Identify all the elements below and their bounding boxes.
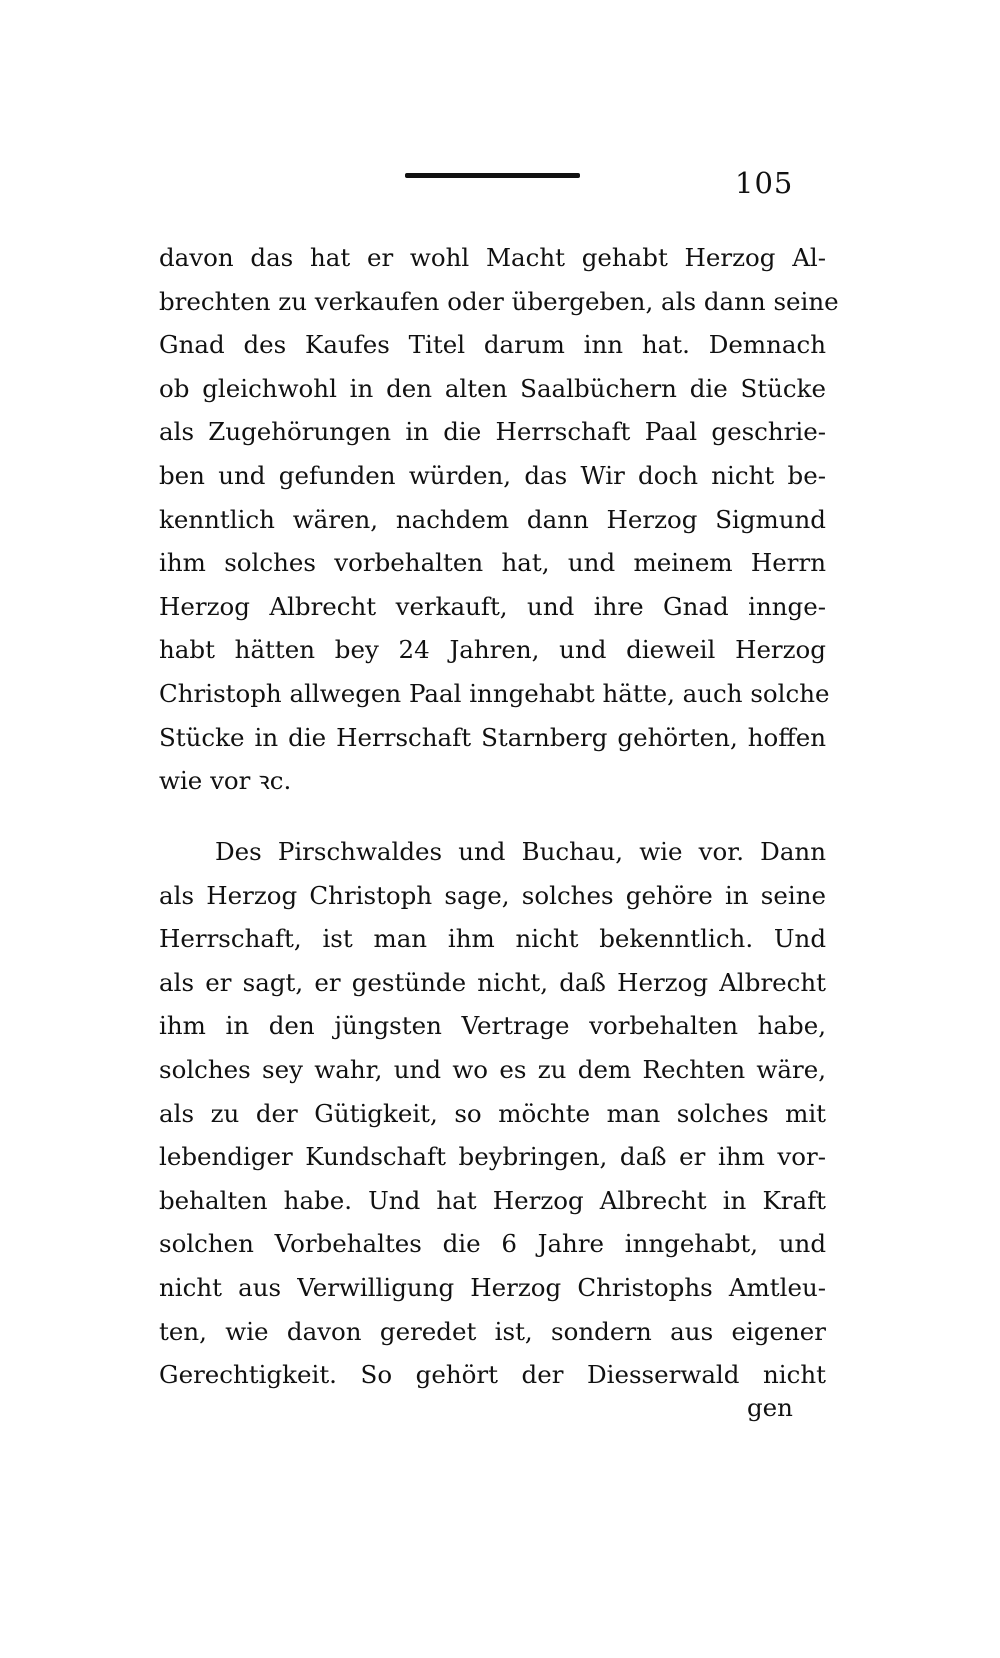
text-line: behalten habe. Und hat Herzog Albrecht in Kraft: [159, 1185, 826, 1215]
text-line: Stücke in die Herrschaft Starnberg gehörten, hoffen: [159, 722, 826, 752]
text-line: nicht aus Verwilligung Herzog Christophs Amtleu-: [159, 1272, 826, 1302]
text-line: lebendiger Kundschaft beybringen, daß er ihm vor-: [159, 1142, 826, 1172]
text-line: solches sey wahr, und wo es zu dem Rechten wäre,: [159, 1054, 826, 1084]
paragraph-2: [159, 830, 826, 1397]
text-line: solchen Vorbehaltes die 6 Jahre inngehabt, und: [159, 1229, 826, 1259]
text-line: kenntlich wären, nachdem dann Herzog Sigmund: [159, 504, 826, 534]
text-line: als Zugehörungen in die Herrschaft Paal geschrie-: [159, 417, 826, 447]
header-rule: [405, 173, 580, 178]
text-line: als Herzog Christoph sage, solches gehöre in seine: [159, 880, 826, 910]
text-line: Herzog Albrecht verkauft, und ihre Gnad innge-: [159, 591, 826, 621]
text-line: ten, wie davon geredet ist, sondern aus eigener: [159, 1316, 826, 1346]
text-line: Gerechtigkeit. So gehört der Diesserwald nicht: [159, 1360, 826, 1390]
page-number: 105: [735, 166, 794, 200]
text-line: Des Pirschwaldes und Buchau, wie vor. Dann: [215, 837, 826, 866]
text-line: davon das hat er wohl Macht gehabt Herzog Al-: [159, 243, 826, 272]
text-line: brechten zu verkaufen oder übergeben, als dann seine: [159, 286, 839, 316]
text-line: habt hätten bey 24 Jahren, und dieweil Herzog: [159, 635, 826, 665]
text-line: Herrschaft, ist man ihm nicht bekenntlich. Und: [159, 924, 826, 954]
text-line: ihm solches vorbehalten hat, und meinem Herrn: [159, 548, 826, 578]
text-line: ihm in den jüngsten Vertrage vorbehalten habe,: [159, 1011, 826, 1041]
paragraph-1: [159, 236, 839, 803]
text-line: Gnad des Kaufes Titel darum inn hat. Demnach: [159, 330, 826, 360]
text-line: ben und gefunden würden, das Wir doch nicht be-: [159, 460, 826, 490]
text-line: als er sagt, er gestünde nicht, daß Herzog Albrecht: [159, 967, 826, 997]
text-line: wie vor ꝛc.: [159, 766, 292, 796]
text-line: ob gleichwohl in den alten Saalbüchern die Stücke: [159, 373, 826, 403]
catchword: gen: [747, 1393, 793, 1422]
text-line: als zu der Gütigkeit, so möchte man solches mit: [159, 1098, 826, 1128]
text-line: Christoph allwegen Paal inngehabt hätte, auch solche: [159, 678, 830, 708]
